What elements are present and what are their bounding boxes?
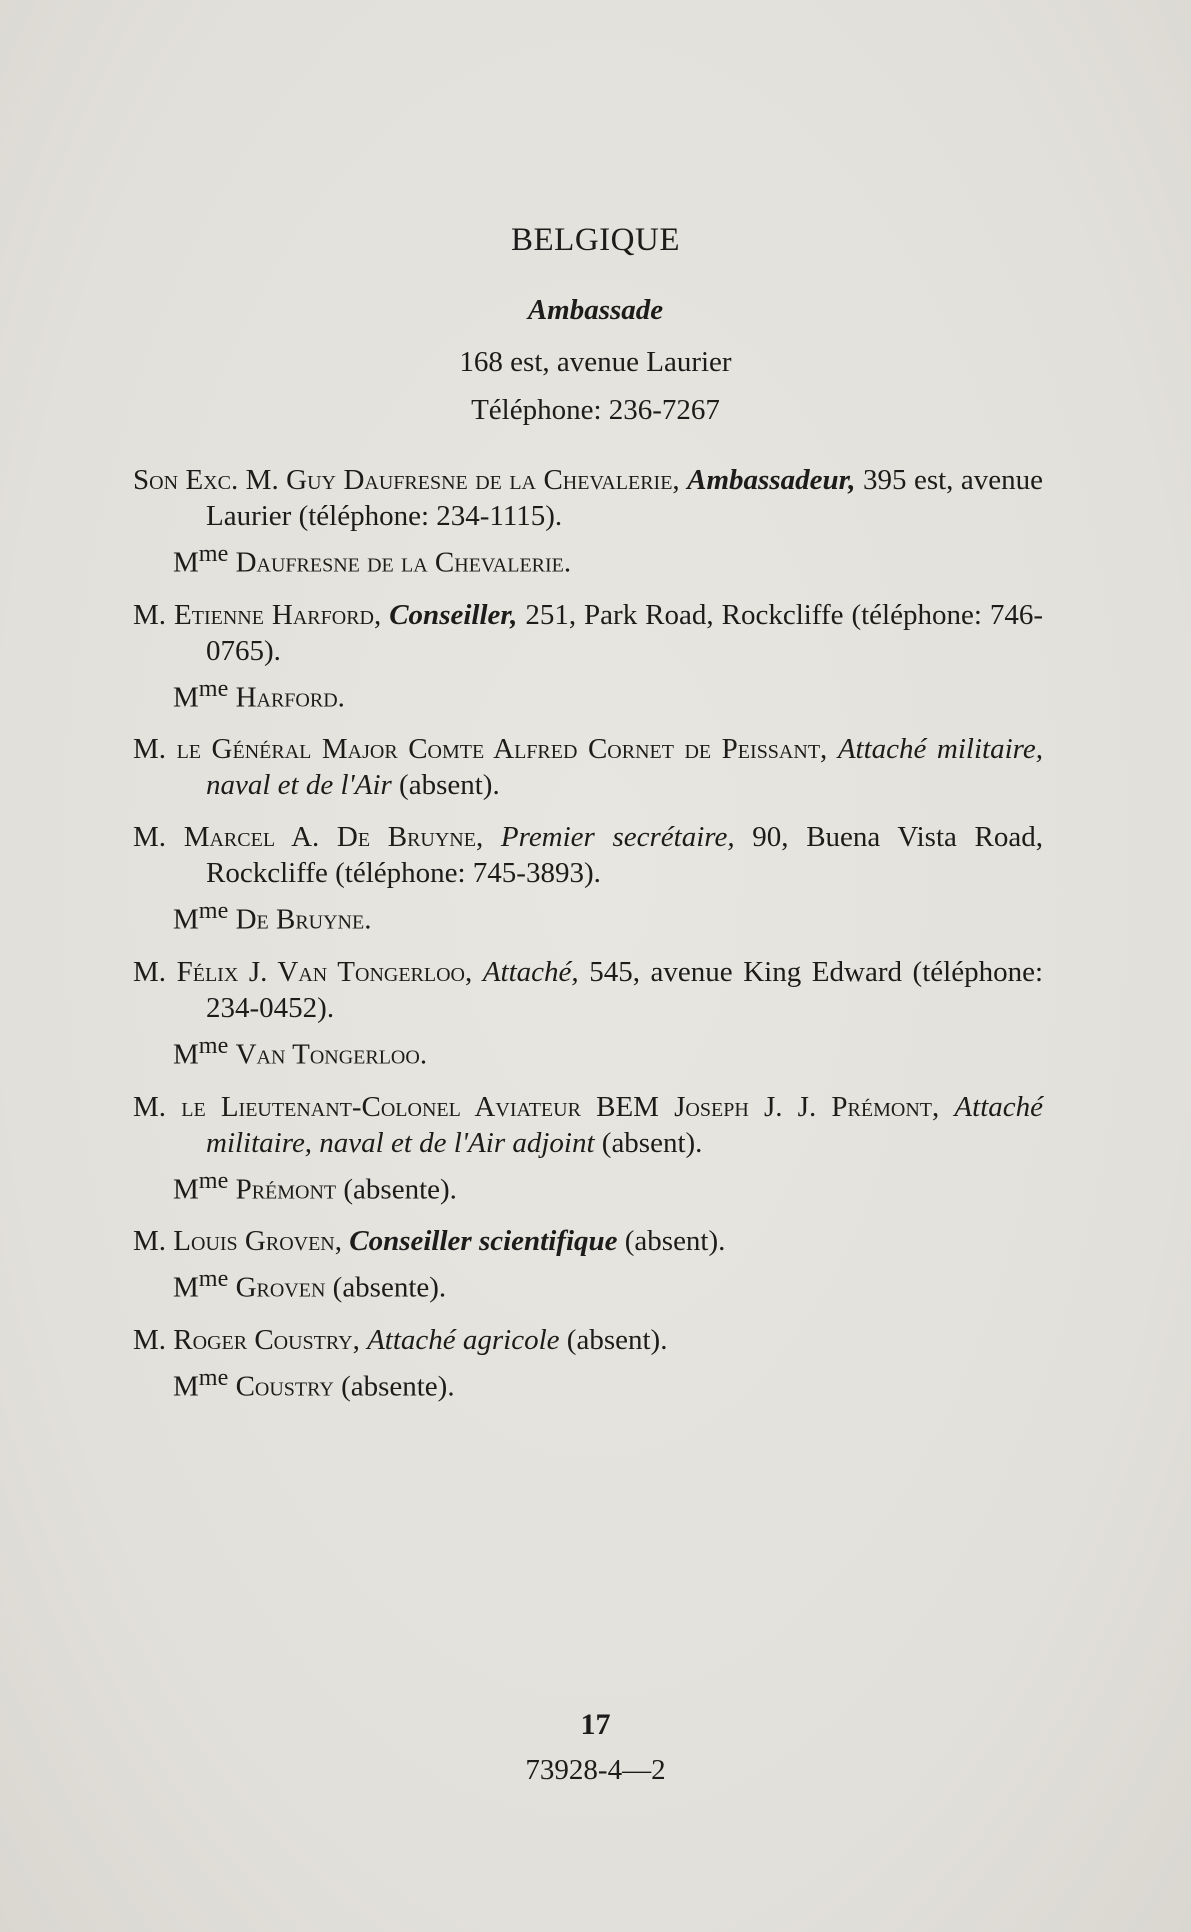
staff-member: [133, 954, 1043, 1026]
staff-member: [133, 462, 1043, 534]
staff-entry: [133, 597, 1043, 716]
staff-member: [133, 1089, 1043, 1161]
spouse-name: Coustry: [235, 1370, 334, 1403]
staff-name: M. Roger Coustry,: [133, 1323, 360, 1356]
spouse-line: [133, 893, 1043, 938]
staff-name: M. Etienne Harford,: [133, 598, 382, 631]
spouse-name: Groven: [235, 1271, 326, 1304]
staff-details: (absent).: [601, 1126, 703, 1159]
country-heading: BELGIQUE: [511, 222, 680, 258]
spouse-honorific-sup: me: [198, 1166, 229, 1194]
staff-member: [133, 1322, 1043, 1358]
spouse-name: Daufresne de la Chevalerie.: [235, 546, 572, 579]
staff-entry: [133, 1089, 1043, 1208]
spouse-honorific: M: [173, 1370, 199, 1403]
spouse-honorific: M: [173, 1271, 199, 1304]
staff-name: Son Exc. M. Guy Daufresne de la Chevalerie,: [133, 464, 680, 496]
staff-member: [133, 597, 1043, 669]
spouse-honorific: M: [173, 903, 199, 936]
embassy-telephone: Téléphone: 236-7267: [471, 394, 720, 426]
spouse-name: Van Tongerloo.: [235, 1038, 428, 1071]
staff-details: 395 est, avenue Laurier (téléphone: 234-1115).: [206, 464, 1044, 532]
staff-member: [133, 819, 1043, 891]
spouse-line: [133, 671, 1043, 716]
spouse-honorific: M: [173, 681, 199, 714]
spouse-line: [133, 1028, 1043, 1073]
spouse-honorific-sup: me: [198, 674, 229, 702]
staff-name: M. Félix J. Van Tongerloo,: [133, 955, 473, 988]
spouse-honorific-sup: me: [198, 1031, 229, 1059]
staff-entry: [133, 954, 1043, 1073]
staff-details: 545, avenue King Edward (téléphone: 234-0452).: [206, 955, 1044, 1024]
spouse-name: Prémont: [235, 1173, 337, 1206]
staff-name: M. le Général Major Comte Alfred Cornet de Peissant,: [133, 733, 828, 766]
staff-title: Attaché agricole: [367, 1323, 560, 1356]
staff-entry: [133, 731, 1043, 803]
spouse-honorific-sup: me: [198, 540, 229, 567]
spouse-name: De Bruyne.: [235, 903, 372, 936]
page-number: 17: [580, 1708, 611, 1741]
staff-title: Attaché,: [482, 955, 579, 988]
spouse-line: [133, 536, 1043, 581]
staff-title: Premier secrétaire,: [500, 821, 735, 854]
staff-entry: [133, 1223, 1043, 1306]
spouse-honorific-sup: me: [198, 1363, 229, 1391]
spouse-honorific: M: [173, 1173, 199, 1206]
mission-type: Ambassade: [527, 294, 664, 326]
spouse-line: [133, 1360, 1043, 1405]
staff-details: (absent).: [399, 769, 500, 802]
spouse-honorific-sup: me: [198, 1265, 229, 1293]
staff-title: Conseiller scientifique: [349, 1225, 618, 1258]
spouse-name: Harford.: [235, 681, 345, 714]
spouse-honorific-sup: me: [198, 897, 229, 925]
staff-member: [133, 1223, 1043, 1259]
staff-title: Attaché militaire, naval et de l'Air adjoint: [206, 1090, 1043, 1159]
staff-title: Conseiller,: [389, 598, 518, 631]
staff-details: 90, Buena Vista Road, Rockcliffe (téléphone: 745-3893).: [206, 821, 1044, 890]
spouse-honorific: M: [173, 1038, 199, 1071]
spouse-honorific: M: [173, 546, 199, 579]
staff-title: Attaché militaire, naval et de l'Air: [206, 733, 1043, 802]
spouse-line: [133, 1261, 1043, 1306]
staff-title: Ambassadeur,: [687, 464, 856, 496]
staff-name: M. Louis Groven,: [133, 1225, 342, 1258]
staff-details: 251, Park Road, Rockcliffe (téléphone: 746-0765).: [206, 598, 1044, 667]
spouse-status: (absente).: [341, 1370, 455, 1403]
staff-name: M. Marcel A. De Bruyne,: [133, 821, 484, 854]
embassy-address: 168 est, avenue Laurier: [459, 346, 732, 378]
staff-list: [133, 462, 1043, 1421]
spouse-status: (absente).: [332, 1271, 447, 1304]
staff-name: M. le Lieutenant-Colonel Aviateur BEM Joseph J. J. Prémont,: [133, 1090, 940, 1123]
staff-entry: [133, 819, 1043, 938]
staff-details: (absent).: [566, 1323, 668, 1356]
spouse-status: (absente).: [343, 1173, 457, 1206]
staff-details: (absent).: [624, 1225, 726, 1258]
staff-member: [133, 731, 1043, 803]
staff-entry: [133, 1322, 1043, 1405]
print-code: 73928-4—2: [525, 1754, 666, 1786]
spouse-line: [133, 1163, 1043, 1208]
staff-entry: [133, 462, 1043, 581]
